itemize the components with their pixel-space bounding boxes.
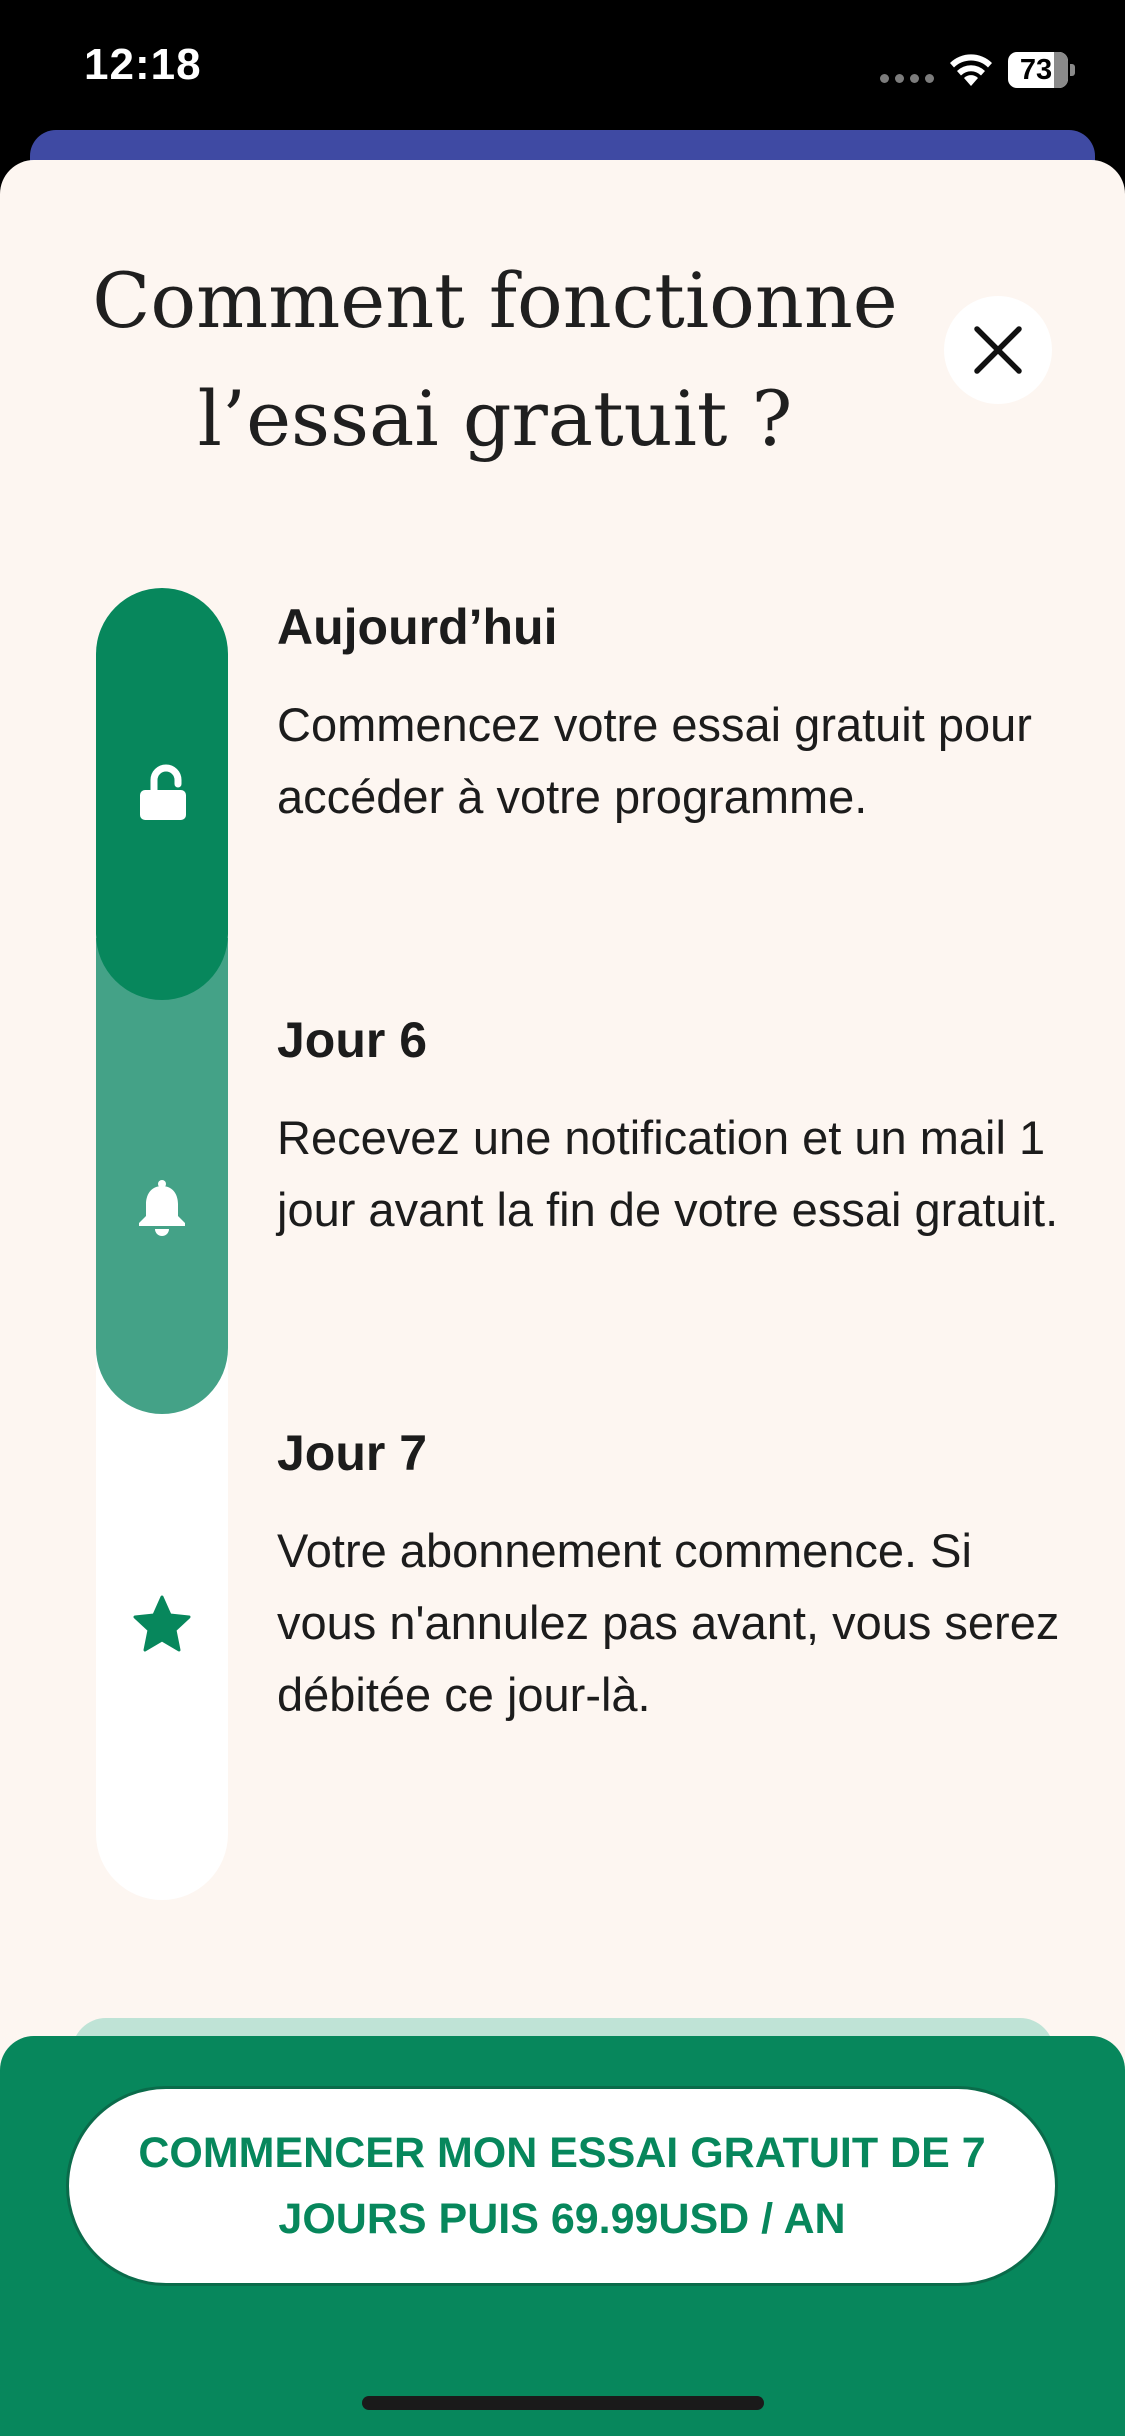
close-icon <box>971 323 1025 377</box>
timeline-segment-day6 <box>96 938 228 1414</box>
start-free-trial-button[interactable] <box>66 2086 1058 2286</box>
step-title-today: Aujourd’hui <box>277 599 558 655</box>
start-free-trial-label: COMMENCER MON ESSAI GRATUIT DE 7 JOURS PUIS 69.99USD / AN <box>138 2129 986 2243</box>
cellular-signal-icon <box>880 74 936 84</box>
star-icon <box>132 1594 192 1654</box>
unlock-icon <box>132 762 192 822</box>
battery-indicator <box>1008 52 1074 88</box>
battery-level: 73 <box>1019 54 1053 86</box>
step-description-day7: Votre abonnement commence. Si vous n'annulez pas avant, vous serez débitée ce jour-là. <box>277 1524 1060 1721</box>
modal-title-line2: l’essai gratuit ? <box>197 374 793 463</box>
step-description-day6: Recevez une notification et un mail 1 jour avant la fin de votre essai gratuit. <box>277 1111 1059 1236</box>
close-button[interactable] <box>944 296 1052 404</box>
bell-icon <box>132 1178 192 1238</box>
modal-title-line1: Comment fonctionne <box>92 256 898 345</box>
modal-title <box>60 242 930 478</box>
status-time: 12:18 <box>84 40 202 89</box>
status-bar <box>0 0 1125 135</box>
step-title-day6: Jour 6 <box>277 1012 428 1068</box>
home-indicator <box>362 2396 764 2410</box>
wifi-icon <box>948 50 994 88</box>
step-title-day7: Jour 7 <box>277 1425 428 1481</box>
step-description-today: Commencez votre essai gratuit pour accéder à votre programme. <box>277 698 1032 823</box>
